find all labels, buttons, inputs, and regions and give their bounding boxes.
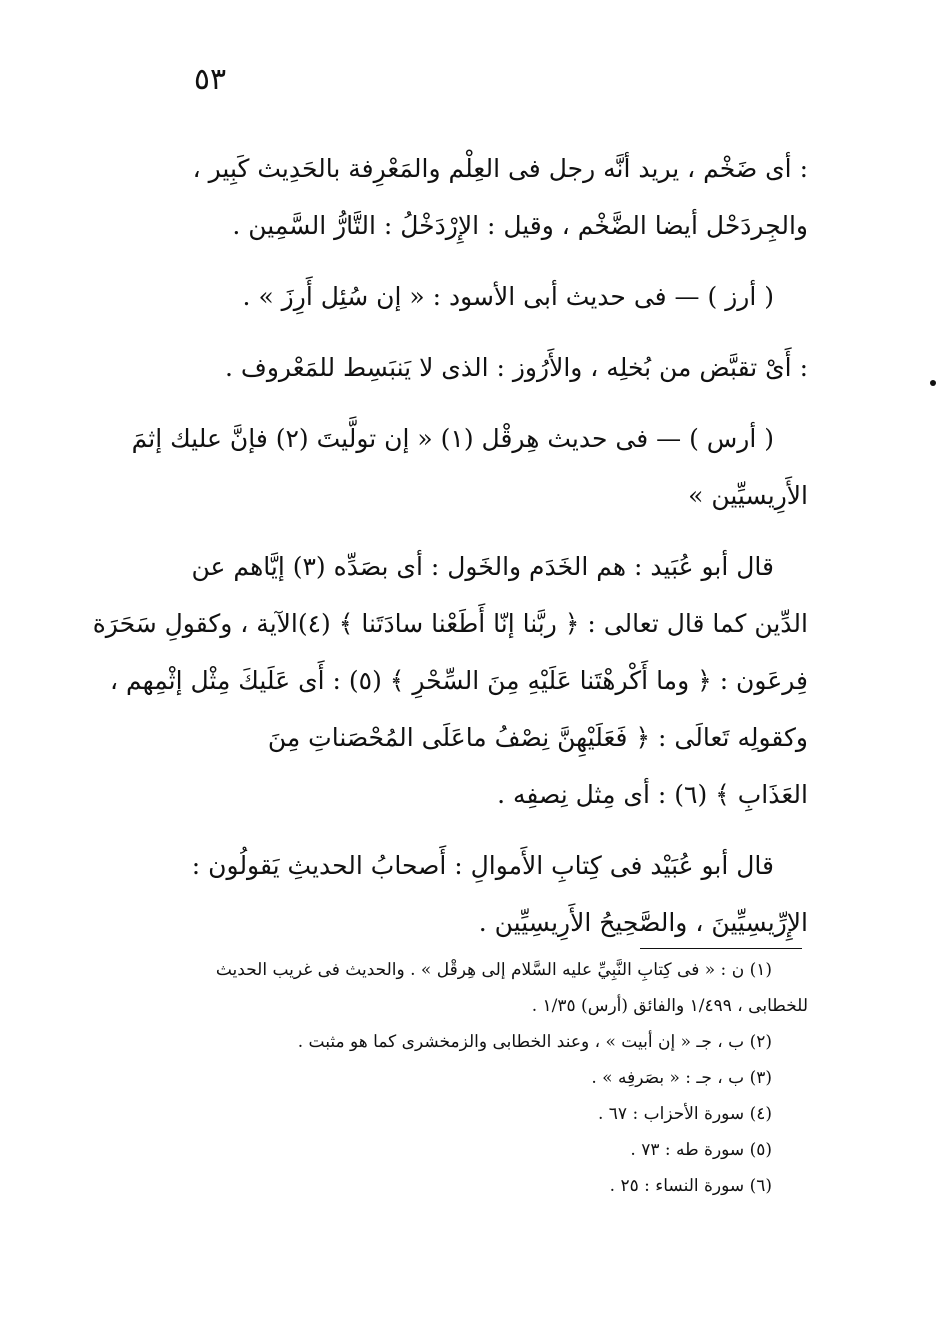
main-text bbox=[92, 140, 808, 951]
text-line: : أى ضَخْم ، يريد أنَّه رجل فى العِلْم والمَعْرِفة بالحَدِيث كَبِير ، bbox=[192, 154, 808, 183]
footnote-6: (٦) سورة النساء : ٢٥ . bbox=[609, 1176, 772, 1196]
footnote-3: (٣) ب ، جـ : « بصَرفِه » . bbox=[591, 1068, 772, 1088]
text-line: وكقولِه تَعالَى : ﴿ فَعَلَيْهِنَّ نِصْفُ ماعَلَى المُحْصَناتِ مِنَ bbox=[267, 723, 808, 752]
footnote-5: (٥) سورة طه : ٧٣ . bbox=[630, 1140, 772, 1160]
text-line: الأَرِيسيِّين » bbox=[688, 481, 808, 510]
text-line: الإِرِّيسِيِّينَ ، والصَّحِيحُ الأَرِيسِيِّين . bbox=[478, 908, 808, 937]
text-line: قال أبو عُبَيد : هم الخَدَم والخَول : أى بصَدِّه (٣) إيَّاهم عن bbox=[191, 552, 774, 581]
text-line: العَذَابِ ﴾ (٦) : أى مِثل نِصفِه . bbox=[497, 780, 808, 809]
text-line: فِرعَون : ﴿ وما أَكْرهْتَنا عَلَيْهِ مِنَ السِّحْرِ ﴾ (٥) : أَى عَلَيكَ مِثْل إثْمِهم ، bbox=[110, 666, 808, 695]
text-line: : أَىْ تقبَّض من بُخلِه ، والأَرُوز : الذى لا يَنبَسِط للمَعْروف . bbox=[225, 353, 808, 382]
text-line: والجِردَحْل أيضا الضَّخْم ، وقيل : الإِرْدَخْلُ : التَّارُّ السَّمِين . bbox=[232, 211, 808, 240]
footnote-separator bbox=[640, 948, 802, 949]
footnote-4: (٤) سورة الأحزاب : ٦٧ . bbox=[597, 1104, 772, 1124]
footnotes bbox=[134, 952, 808, 1204]
entry-heading-aris: ( أرس ) — فى حديث هِرقْل (١) « إن تولَّيتَ (٢) فإنَّ عليك إثمَ bbox=[131, 424, 774, 453]
text-line: الدِّين كما قال تعالى : ﴿ ربَّنا إنّا أَطَعْنا سادَتَنا ﴾ (٤)الآية ، وكقولِ سَحَرَة bbox=[92, 609, 808, 638]
text-line: قال أبو عُبَيْد فى كِتابِ الأَموالِ : أَصحابُ الحديثِ يَقولُون : bbox=[191, 851, 774, 880]
page-number: ٥٣ bbox=[193, 62, 227, 97]
footnote-2: (٢) ب ، جـ « إن أبيت » ، وعند الخطابى والزمخشرى كما هو مثبت . bbox=[297, 1032, 772, 1052]
footnote-1: (١) ن : « فى كِتابِ النَّبِيِّ عليه السَّلام إلى هِرقْل » . والحديث فى غريب الحديث bbox=[215, 960, 772, 980]
margin-dot bbox=[930, 380, 936, 386]
entry-heading-arz: ( أرز ) — فى حديث أبى الأسود : « إن سُئِل أَرِزَ » . bbox=[242, 282, 774, 311]
footnote-1-continued: للخطابى ، ١/٤٩٩ والفائق (أرس) ١/٣٥ . bbox=[531, 996, 808, 1016]
